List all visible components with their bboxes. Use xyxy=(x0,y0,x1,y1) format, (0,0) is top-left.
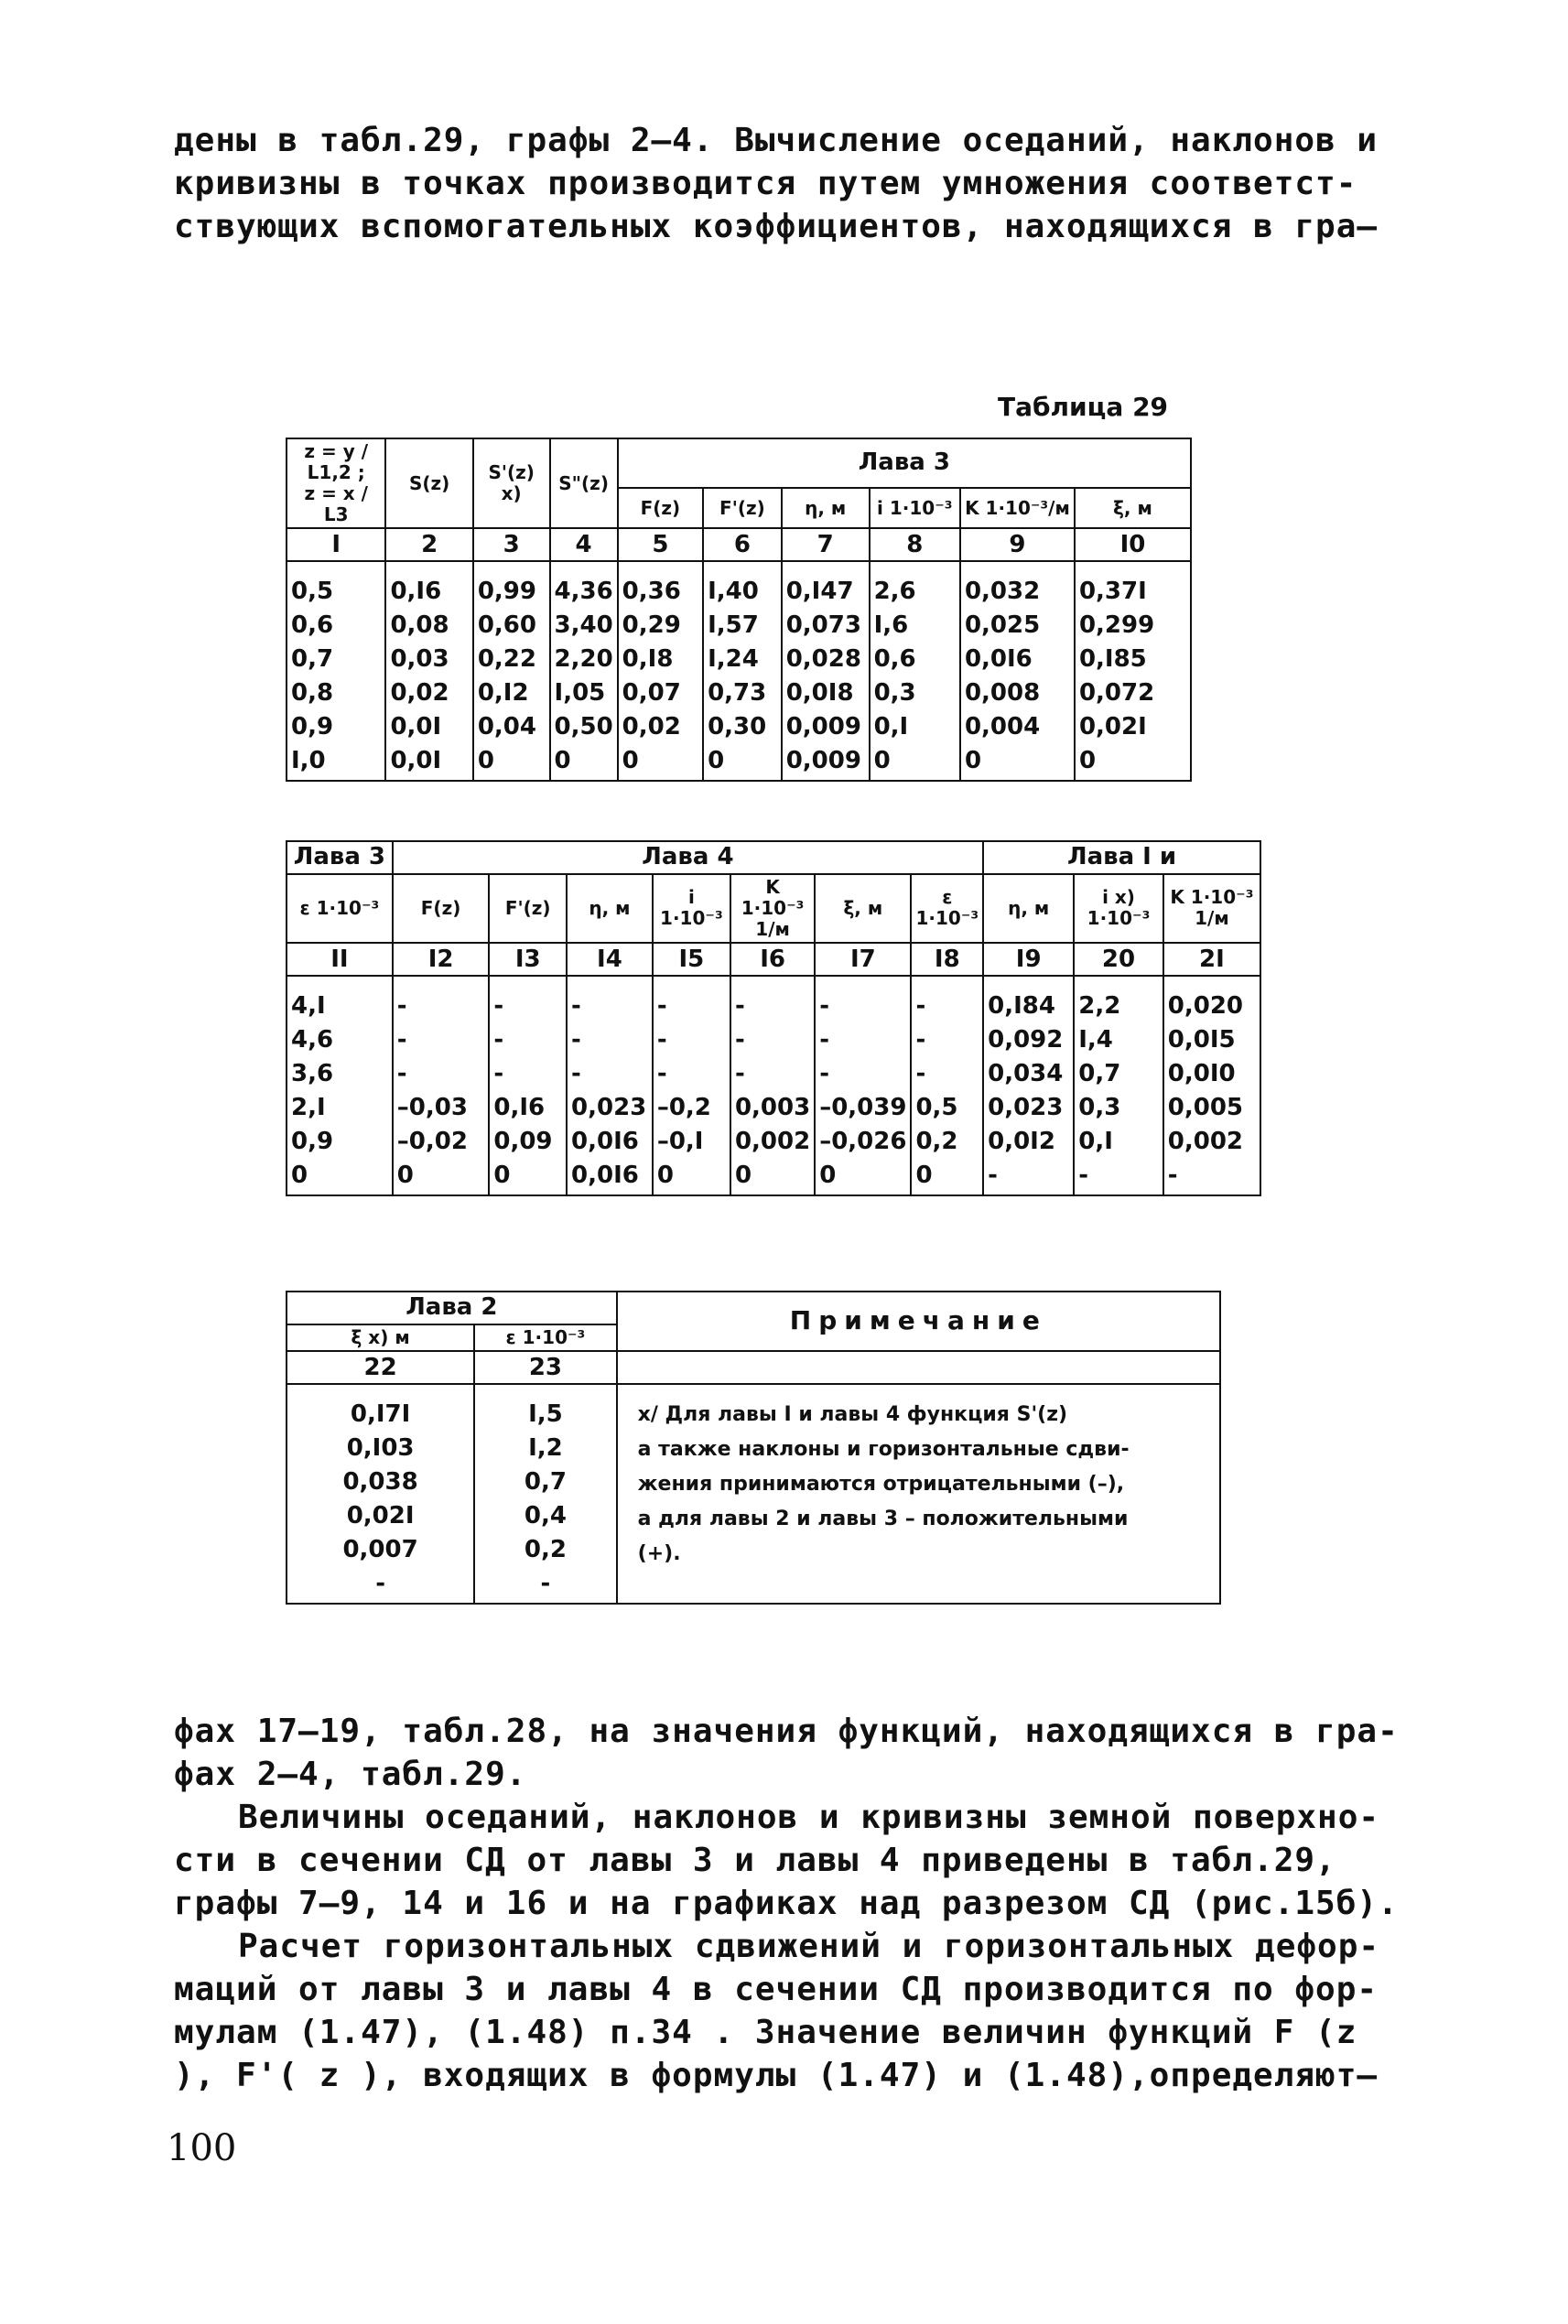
cell-value: 0,0I xyxy=(390,747,442,774)
cell-value: 0 xyxy=(622,747,639,774)
cell-value: 0,0I6 xyxy=(964,645,1033,673)
cell-value: - xyxy=(571,991,581,1020)
cell-value: - xyxy=(396,1025,407,1054)
cell-value: 0,002 xyxy=(1167,1127,1244,1155)
cell-value: 0,02I xyxy=(1078,713,1147,740)
intro-text: дены в табл.29, графы 2–4. Вычисление оседаний, наклонов и кривизны в точках производится путем умножения соответст- ствующих вспомогательных коэффициентов, находящихся в гра– xyxy=(174,122,1379,245)
cell-value: 2,20 xyxy=(554,645,613,673)
cell-value: 0 xyxy=(873,747,891,774)
cell-value: 0,020 xyxy=(1167,991,1244,1020)
column-number-row: I 2 3 4 5 6 7 8 9 I0 xyxy=(287,528,1191,561)
cell-value: 0 xyxy=(915,1161,933,1189)
cell-value: 0,005 xyxy=(1167,1093,1244,1121)
cell-value: I,24 xyxy=(708,645,759,673)
t2-header: i 1·10⁻³ xyxy=(653,874,730,943)
cell-value: - xyxy=(734,1025,745,1054)
cell-value: 0,7 xyxy=(291,645,334,673)
cell-value: - xyxy=(1167,1161,1178,1189)
cell-value: 2,I xyxy=(291,1093,326,1121)
paragraph-3: Расчет горизонтальных сдвижений и горизонтальных дефор- маций от лавы 3 и лавы 4 в сечении СД производится по фор- мулам (1.47), (1.48) п.34 . Значение величин функций F (z ), F'( z ), входящих в формулы (1.47) и (1.48),определяют– xyxy=(174,1928,1380,2094)
cell-value: I,57 xyxy=(708,611,759,639)
col-xi-header: ξ, м xyxy=(1075,488,1191,528)
table-29-part-2 xyxy=(286,840,1261,1196)
table-cell-column xyxy=(782,561,870,781)
cell-value: 0,I03 xyxy=(346,1433,415,1462)
col-i-header: i 1·10⁻³ xyxy=(870,488,960,528)
table-cell-column xyxy=(618,561,703,781)
cell-value: 0,22 xyxy=(477,645,536,673)
t2-header: η, м xyxy=(567,874,653,943)
table-body-row xyxy=(287,1384,1220,1604)
cell-value: 0,8 xyxy=(291,679,334,707)
table-body-row xyxy=(287,561,1191,781)
t2-header: ε 1·10⁻³ xyxy=(911,874,983,943)
cell-value: 3,6 xyxy=(291,1059,334,1087)
cell-value: 0,9 xyxy=(291,1127,334,1155)
paragraph-1: фах 17–19, табл.28, на значения функций, находящихся в гра- фах 2–4, табл.29. xyxy=(174,1713,1399,1793)
cell-value: 0,5 xyxy=(291,578,334,605)
cell-value: 0,73 xyxy=(708,679,767,707)
cell-value: 0,0I5 xyxy=(1167,1025,1236,1054)
group-lava3-header: Лава 3 xyxy=(618,438,1191,488)
t2-header: η, м xyxy=(983,874,1074,943)
col-S1-header: S'(z) x) xyxy=(473,438,550,528)
cell-value: - xyxy=(540,1569,551,1597)
cell-value: 0,I84 xyxy=(988,991,1055,1020)
cell-value: 0,032 xyxy=(964,578,1041,605)
col-K-header: K 1·10⁻³/м xyxy=(960,488,1075,528)
col-F-header: F(z) xyxy=(618,488,703,528)
cell-value: 0,09 xyxy=(493,1127,553,1155)
cell-value: 2,2 xyxy=(1078,991,1121,1020)
cell-value: 0 xyxy=(964,747,982,774)
cell-value: - xyxy=(396,1059,407,1087)
column-number-row: II I2 I3 I4 I5 I6 I7 I8 I9 20 2I xyxy=(287,943,1260,976)
col-eps-header: ε 1·10⁻³ xyxy=(474,1324,616,1351)
col-F1-header: F'(z) xyxy=(703,488,782,528)
cell-value: - xyxy=(1078,1161,1089,1189)
cell-value: 0,I7I xyxy=(350,1400,411,1428)
cell-value: - xyxy=(396,991,407,1020)
cell-value: 0,0I6 xyxy=(571,1161,639,1189)
body-paragraphs xyxy=(174,1710,1419,2097)
cell-value: 0 xyxy=(708,747,725,774)
cell-value: 0,072 xyxy=(1078,679,1155,707)
cell-value: - xyxy=(493,1025,504,1054)
table-cell-column xyxy=(393,976,490,1195)
column-number-row: 22 23 xyxy=(287,1351,1220,1384)
cell-value: 0,092 xyxy=(988,1025,1064,1054)
cell-value: 0,02 xyxy=(390,679,449,707)
cell-value: 0 xyxy=(396,1161,414,1189)
cell-value: 0 xyxy=(819,1161,837,1189)
paragraph-2: Величины оседаний, наклонов и кривизны земной поверхно- сти в сечении СД от лавы 3 и лавы 4 приведены в табл.29, графы 7–9, 14 и 16 и на графиках над разрезом СД (рис.15б). xyxy=(174,1799,1399,1922)
t2-header: i x) 1·10⁻³ xyxy=(1074,874,1163,943)
cell-value: 0,3 xyxy=(873,679,916,707)
cell-value: 0,04 xyxy=(477,713,536,740)
cell-value: 4,36 xyxy=(554,578,613,605)
cell-value: - xyxy=(571,1025,581,1054)
cell-value: 0,034 xyxy=(988,1059,1064,1087)
table-cell-column xyxy=(474,1384,616,1604)
cell-value: - xyxy=(656,991,667,1020)
cell-value: 0,I xyxy=(873,713,909,740)
cell-value: - xyxy=(375,1569,385,1597)
t2-header: ε 1·10⁻³ xyxy=(287,874,393,943)
t2-header: K 1·10⁻³ 1/м xyxy=(1163,874,1260,943)
cell-value: - xyxy=(915,991,926,1020)
cell-value: –0,026 xyxy=(819,1127,907,1155)
cell-value: - xyxy=(493,991,504,1020)
cell-value: 0,I2 xyxy=(477,679,529,707)
cell-value: 0,0I2 xyxy=(988,1127,1055,1155)
col-xi-header: ξ x) м xyxy=(287,1324,474,1351)
table-cell-column xyxy=(550,561,618,781)
cell-value: –0,03 xyxy=(396,1093,468,1121)
cell-value: - xyxy=(915,1025,926,1054)
table-caption: Таблица 29 xyxy=(998,392,1169,422)
cell-value: I,0 xyxy=(291,747,326,774)
cell-value: - xyxy=(656,1025,667,1054)
table-cell-column xyxy=(960,561,1075,781)
cell-value: - xyxy=(571,1059,581,1087)
group-lava4-header: Лава 4 xyxy=(393,841,983,874)
cell-value: –0,I xyxy=(656,1127,704,1155)
cell-value: 0,9 xyxy=(291,713,334,740)
group-lava3-header-2: Лава 3 xyxy=(287,841,393,874)
cell-value: - xyxy=(656,1059,667,1087)
cell-value: 0,023 xyxy=(571,1093,647,1121)
cell-value: - xyxy=(819,991,830,1020)
cell-value: - xyxy=(915,1059,926,1087)
cell-value: 0,50 xyxy=(554,713,613,740)
table-cell-column xyxy=(1163,976,1260,1195)
cell-value: 0,02 xyxy=(622,713,681,740)
cell-value: 0,2 xyxy=(524,1535,567,1563)
page-number: 100 xyxy=(167,2127,237,2169)
table-cell-column xyxy=(287,561,385,781)
cell-value: 0,I xyxy=(1078,1127,1113,1155)
table-cell-column xyxy=(983,976,1074,1195)
t2-header: F(z) xyxy=(393,874,490,943)
table-cell-column xyxy=(703,561,782,781)
table-cell-column xyxy=(815,976,911,1195)
cell-value: - xyxy=(819,1059,830,1087)
cell-value: 0,7 xyxy=(1078,1059,1121,1087)
cell-value: 0,29 xyxy=(622,611,681,639)
cell-value: 0,08 xyxy=(390,611,449,639)
cell-value: –0,02 xyxy=(396,1127,468,1155)
cell-value: - xyxy=(988,1161,998,1189)
cell-value: –0,039 xyxy=(819,1093,907,1121)
col-S-header: S(z) xyxy=(385,438,472,528)
cell-value: - xyxy=(493,1059,504,1087)
cell-value: 3,40 xyxy=(554,611,613,639)
table-cell-column xyxy=(1075,561,1191,781)
cell-value: 4,6 xyxy=(291,1025,334,1054)
cell-value: 0,I6 xyxy=(390,578,442,605)
cell-value: 0 xyxy=(1078,747,1097,774)
cell-value: 0,025 xyxy=(964,611,1041,639)
cell-value: 0,028 xyxy=(785,645,861,673)
col-eta-header: η, м xyxy=(782,488,870,528)
group-lava1-header: Лава I и xyxy=(983,841,1260,874)
t2-header: K 1·10⁻³ 1/м xyxy=(730,874,815,943)
cell-value: 0,37I xyxy=(1078,578,1147,605)
cell-value: 0,5 xyxy=(915,1093,958,1121)
cell-value: 0,02I xyxy=(346,1501,415,1530)
cell-value: 0,2 xyxy=(915,1127,958,1155)
cell-value: 0,99 xyxy=(477,578,536,605)
cell-value: 0,3 xyxy=(1078,1093,1121,1121)
cell-value: 0,0I xyxy=(390,713,442,740)
cell-value: 0,I85 xyxy=(1078,645,1147,673)
table-body-row xyxy=(287,976,1260,1195)
cell-value: 0,009 xyxy=(785,713,861,740)
cell-value: 0,7 xyxy=(524,1467,567,1496)
t2-header: F'(z) xyxy=(489,874,567,943)
cell-value: 0,I47 xyxy=(785,578,854,605)
table-cell-column xyxy=(489,976,567,1195)
cell-value: - xyxy=(819,1025,830,1054)
cell-value: 0 xyxy=(734,1161,752,1189)
table-29-part-1 xyxy=(286,438,1192,782)
cell-value: 0 xyxy=(493,1161,511,1189)
cell-value: 0 xyxy=(656,1161,674,1189)
cell-value: I,6 xyxy=(873,611,909,639)
cell-value: 0,I6 xyxy=(493,1093,546,1121)
cell-value: 4,I xyxy=(291,991,326,1020)
note-text: x/ Для лавы I и лавы 4 функция S'(z) а также наклоны и горизонтальные сдви- жения принимаются отрицательными (–), а для лавы 2 и лавы 3 – положительными (+). xyxy=(617,1384,1220,1604)
cell-value: I,2 xyxy=(528,1433,563,1462)
t2-header: ξ, м xyxy=(815,874,911,943)
table-cell-column xyxy=(730,976,815,1195)
cell-value: 0,03 xyxy=(390,645,449,673)
cell-value: 0,002 xyxy=(734,1127,811,1155)
cell-value: –0,2 xyxy=(656,1093,711,1121)
table-cell-column xyxy=(473,561,550,781)
cell-value: I,05 xyxy=(554,679,606,707)
cell-value: 0 xyxy=(291,1161,308,1189)
cell-value: 0,0I6 xyxy=(571,1127,639,1155)
cell-value: 0,073 xyxy=(785,611,861,639)
cell-value: - xyxy=(734,991,745,1020)
cell-value: 0 xyxy=(554,747,571,774)
cell-value: 0,0I8 xyxy=(785,679,854,707)
cell-value: 0,0I0 xyxy=(1167,1059,1236,1087)
table-cell-column xyxy=(870,561,960,781)
cell-value: 0,6 xyxy=(291,611,334,639)
table-cell-column xyxy=(1074,976,1163,1195)
note-header: Примечание xyxy=(617,1292,1220,1351)
cell-value: 0,30 xyxy=(708,713,767,740)
cell-value: 0,007 xyxy=(342,1535,418,1563)
cell-value: 0,36 xyxy=(622,578,681,605)
cell-value: 0,4 xyxy=(524,1501,567,1530)
col-S2-header: S"(z) xyxy=(550,438,618,528)
cell-value: 0,07 xyxy=(622,679,681,707)
table-cell-column xyxy=(567,976,653,1195)
cell-value: 0,023 xyxy=(988,1093,1064,1121)
table-cell-column xyxy=(287,976,393,1195)
table-cell-column xyxy=(287,1384,474,1604)
cell-value: I,5 xyxy=(528,1400,563,1428)
cell-value: 0,004 xyxy=(964,713,1041,740)
cell-value: 0,6 xyxy=(873,645,916,673)
table-cell-column xyxy=(385,561,472,781)
cell-value: 0 xyxy=(477,747,494,774)
cell-value: I,40 xyxy=(708,578,759,605)
table-29-part-3 xyxy=(286,1291,1221,1605)
table-cell-column xyxy=(911,976,983,1195)
z-label-header: z = y / L1,2 ; z = x / L3 xyxy=(287,438,385,528)
group-lava2-header: Лава 2 xyxy=(287,1292,617,1324)
cell-value: 0,009 xyxy=(785,747,861,774)
cell-value: 0,299 xyxy=(1078,611,1155,639)
cell-value: 0,008 xyxy=(964,679,1041,707)
cell-value: 0,038 xyxy=(342,1467,418,1496)
cell-value: 0,60 xyxy=(477,611,536,639)
cell-value: 0,I8 xyxy=(622,645,674,673)
cell-value: - xyxy=(734,1059,745,1087)
intro-paragraph xyxy=(174,119,1419,248)
table-cell-column xyxy=(653,976,730,1195)
cell-value: I,4 xyxy=(1078,1025,1113,1054)
cell-value: 0,003 xyxy=(734,1093,811,1121)
cell-value: 2,6 xyxy=(873,578,916,605)
